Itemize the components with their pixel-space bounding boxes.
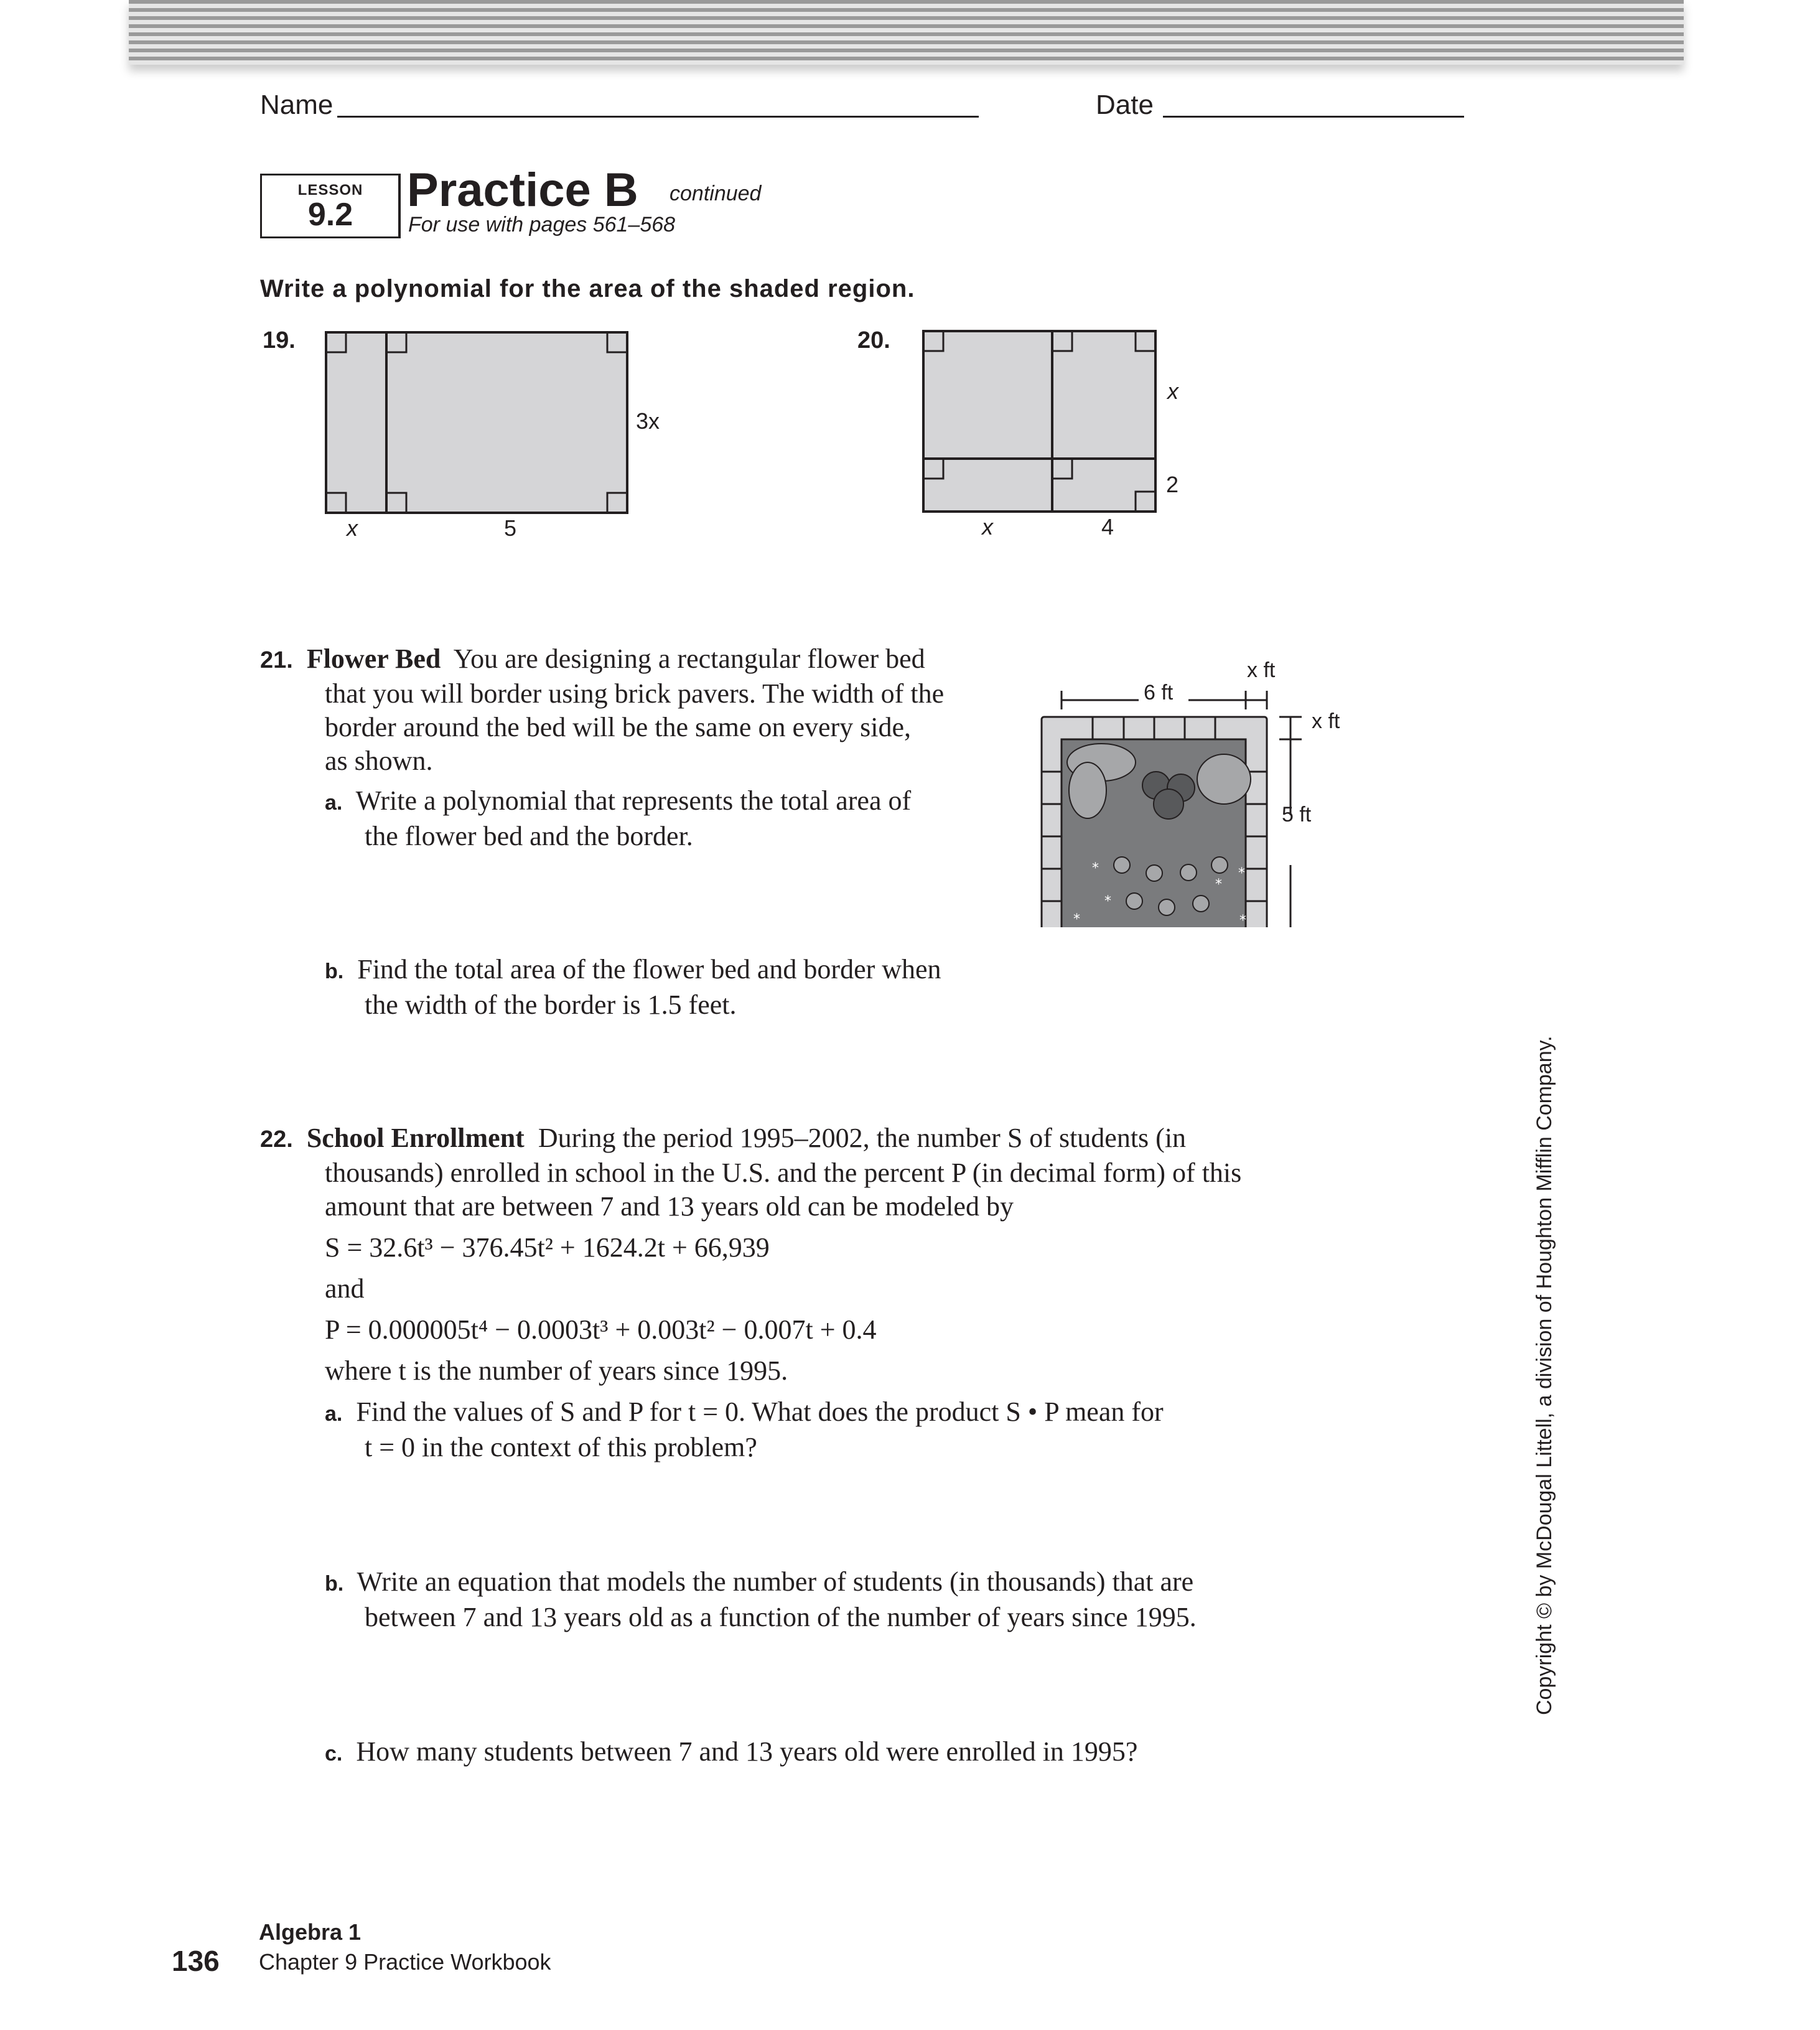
fig21-height-label: 5 ft — [1282, 803, 1312, 826]
footer-book: Algebra 1 — [259, 1919, 362, 1945]
problem-19-number: 19. — [263, 327, 296, 353]
text-line: How many students between 7 and 13 years old were enrolled in 1995? — [356, 1736, 1138, 1767]
lesson-number: 9.2 — [307, 197, 353, 233]
part-a-label: a. — [325, 791, 343, 815]
text-line: the width of the border is 1.5 feet. — [365, 989, 737, 1020]
lesson-word: LESSON — [297, 182, 363, 199]
svg-text:*: * — [1239, 913, 1246, 927]
pages-reference: For use with pages 561–568 — [408, 213, 676, 236]
fig21-border-side-label: x ft — [1312, 709, 1340, 733]
fig19-x-label: x — [347, 515, 358, 541]
fig21-border-top-label: x ft — [1247, 658, 1276, 682]
text-line: that you will border using brick pavers. The width of the — [325, 678, 945, 709]
text-line: as shown. — [325, 746, 433, 776]
title-divider — [398, 174, 400, 237]
svg-text:*: * — [1092, 861, 1099, 876]
svg-text:*: * — [1073, 912, 1080, 927]
copyright-notice: Copyright © by McDougal Littell, a division of Houghton Mifflin Company. — [1533, 1036, 1556, 1715]
figure-20 — [915, 324, 1179, 523]
problem-22-number: 22. — [260, 1126, 293, 1153]
problem-21-title: Flower Bed — [306, 643, 441, 674]
text-line: border around the bed will be the same on every side, — [325, 712, 912, 742]
equation-p: P = 0.000005t⁴ − 0.0003t³ + 0.003t² − 0.007t + 0.4 — [325, 1314, 877, 1345]
text-line: Write an equation that models the number of students (in thousands) that are — [357, 1566, 1194, 1597]
text-line: You are designing a rectangular flower bed — [453, 643, 925, 674]
fig20-x-width-label: x — [982, 514, 993, 540]
text-line: where t is the number of years since 1995. — [325, 1355, 788, 1386]
fig19-5-label: 5 — [504, 515, 517, 541]
part-a-label: a. — [325, 1402, 343, 1426]
page-number: 136 — [172, 1945, 220, 1977]
text-line: Find the total area of the flower bed and border when — [357, 954, 941, 985]
problem-22 — [260, 1121, 1442, 1770]
text-line: t = 0 in the context of this problem? — [365, 1432, 757, 1462]
page-title: Practice B — [407, 164, 638, 217]
name-field[interactable] — [337, 116, 979, 118]
part-b-label: b. — [325, 960, 344, 983]
fig20-2-label: 2 — [1166, 472, 1179, 497]
problem-20-number: 20. — [857, 327, 890, 353]
flower-bed-figure — [1033, 647, 1369, 927]
fig20-4-label: 4 — [1101, 514, 1114, 540]
date-label: Date — [1096, 90, 1154, 120]
text-line: During the period 1995–2002, the number S of students (in — [538, 1123, 1187, 1153]
name-label: Name — [260, 90, 334, 120]
part-c-label: c. — [325, 1742, 343, 1766]
svg-text:*: * — [1104, 894, 1111, 909]
fig21-width-label: 6 ft — [1140, 681, 1177, 705]
footer-subtitle: Chapter 9 Practice Workbook — [259, 1949, 551, 1975]
continued-label: continued — [670, 182, 762, 205]
text-line: thousands) enrolled in school in the U.S. and the percent P (in decimal form) of this — [325, 1158, 1242, 1188]
problem-21-number: 21. — [260, 647, 293, 673]
text-line: amount that are between 7 and 13 years old can be modeled by — [325, 1191, 1014, 1222]
fig20-x-height-label: x — [1167, 378, 1178, 404]
problem-21 — [260, 642, 982, 1022]
fig19-3x-label: 3x — [636, 408, 660, 434]
instruction: Write a polynomial for the area of the shaded region. — [260, 275, 915, 302]
equation-s: S = 32.6t³ − 376.45t² + 1624.2t + 66,939 — [325, 1232, 770, 1263]
part-b-label: b. — [325, 1572, 344, 1596]
date-field[interactable] — [1163, 116, 1464, 118]
text-line: the flower bed and the border. — [365, 821, 693, 851]
lesson-box — [260, 174, 401, 238]
text-line: Write a polynomial that represents the total area of — [355, 785, 912, 816]
svg-text:*: * — [1215, 877, 1222, 892]
header-stripes — [129, 0, 1684, 65]
text-line: and — [325, 1273, 365, 1304]
svg-text:*: * — [1238, 866, 1245, 881]
figure-19 — [311, 324, 684, 548]
text-line: Find the values of S and P for t = 0. What does the product S • P mean for — [356, 1396, 1164, 1427]
text-line: between 7 and 13 years old as a function of the number of years since 1995. — [365, 1602, 1197, 1632]
problem-22-title: School Enrollment — [306, 1123, 525, 1153]
